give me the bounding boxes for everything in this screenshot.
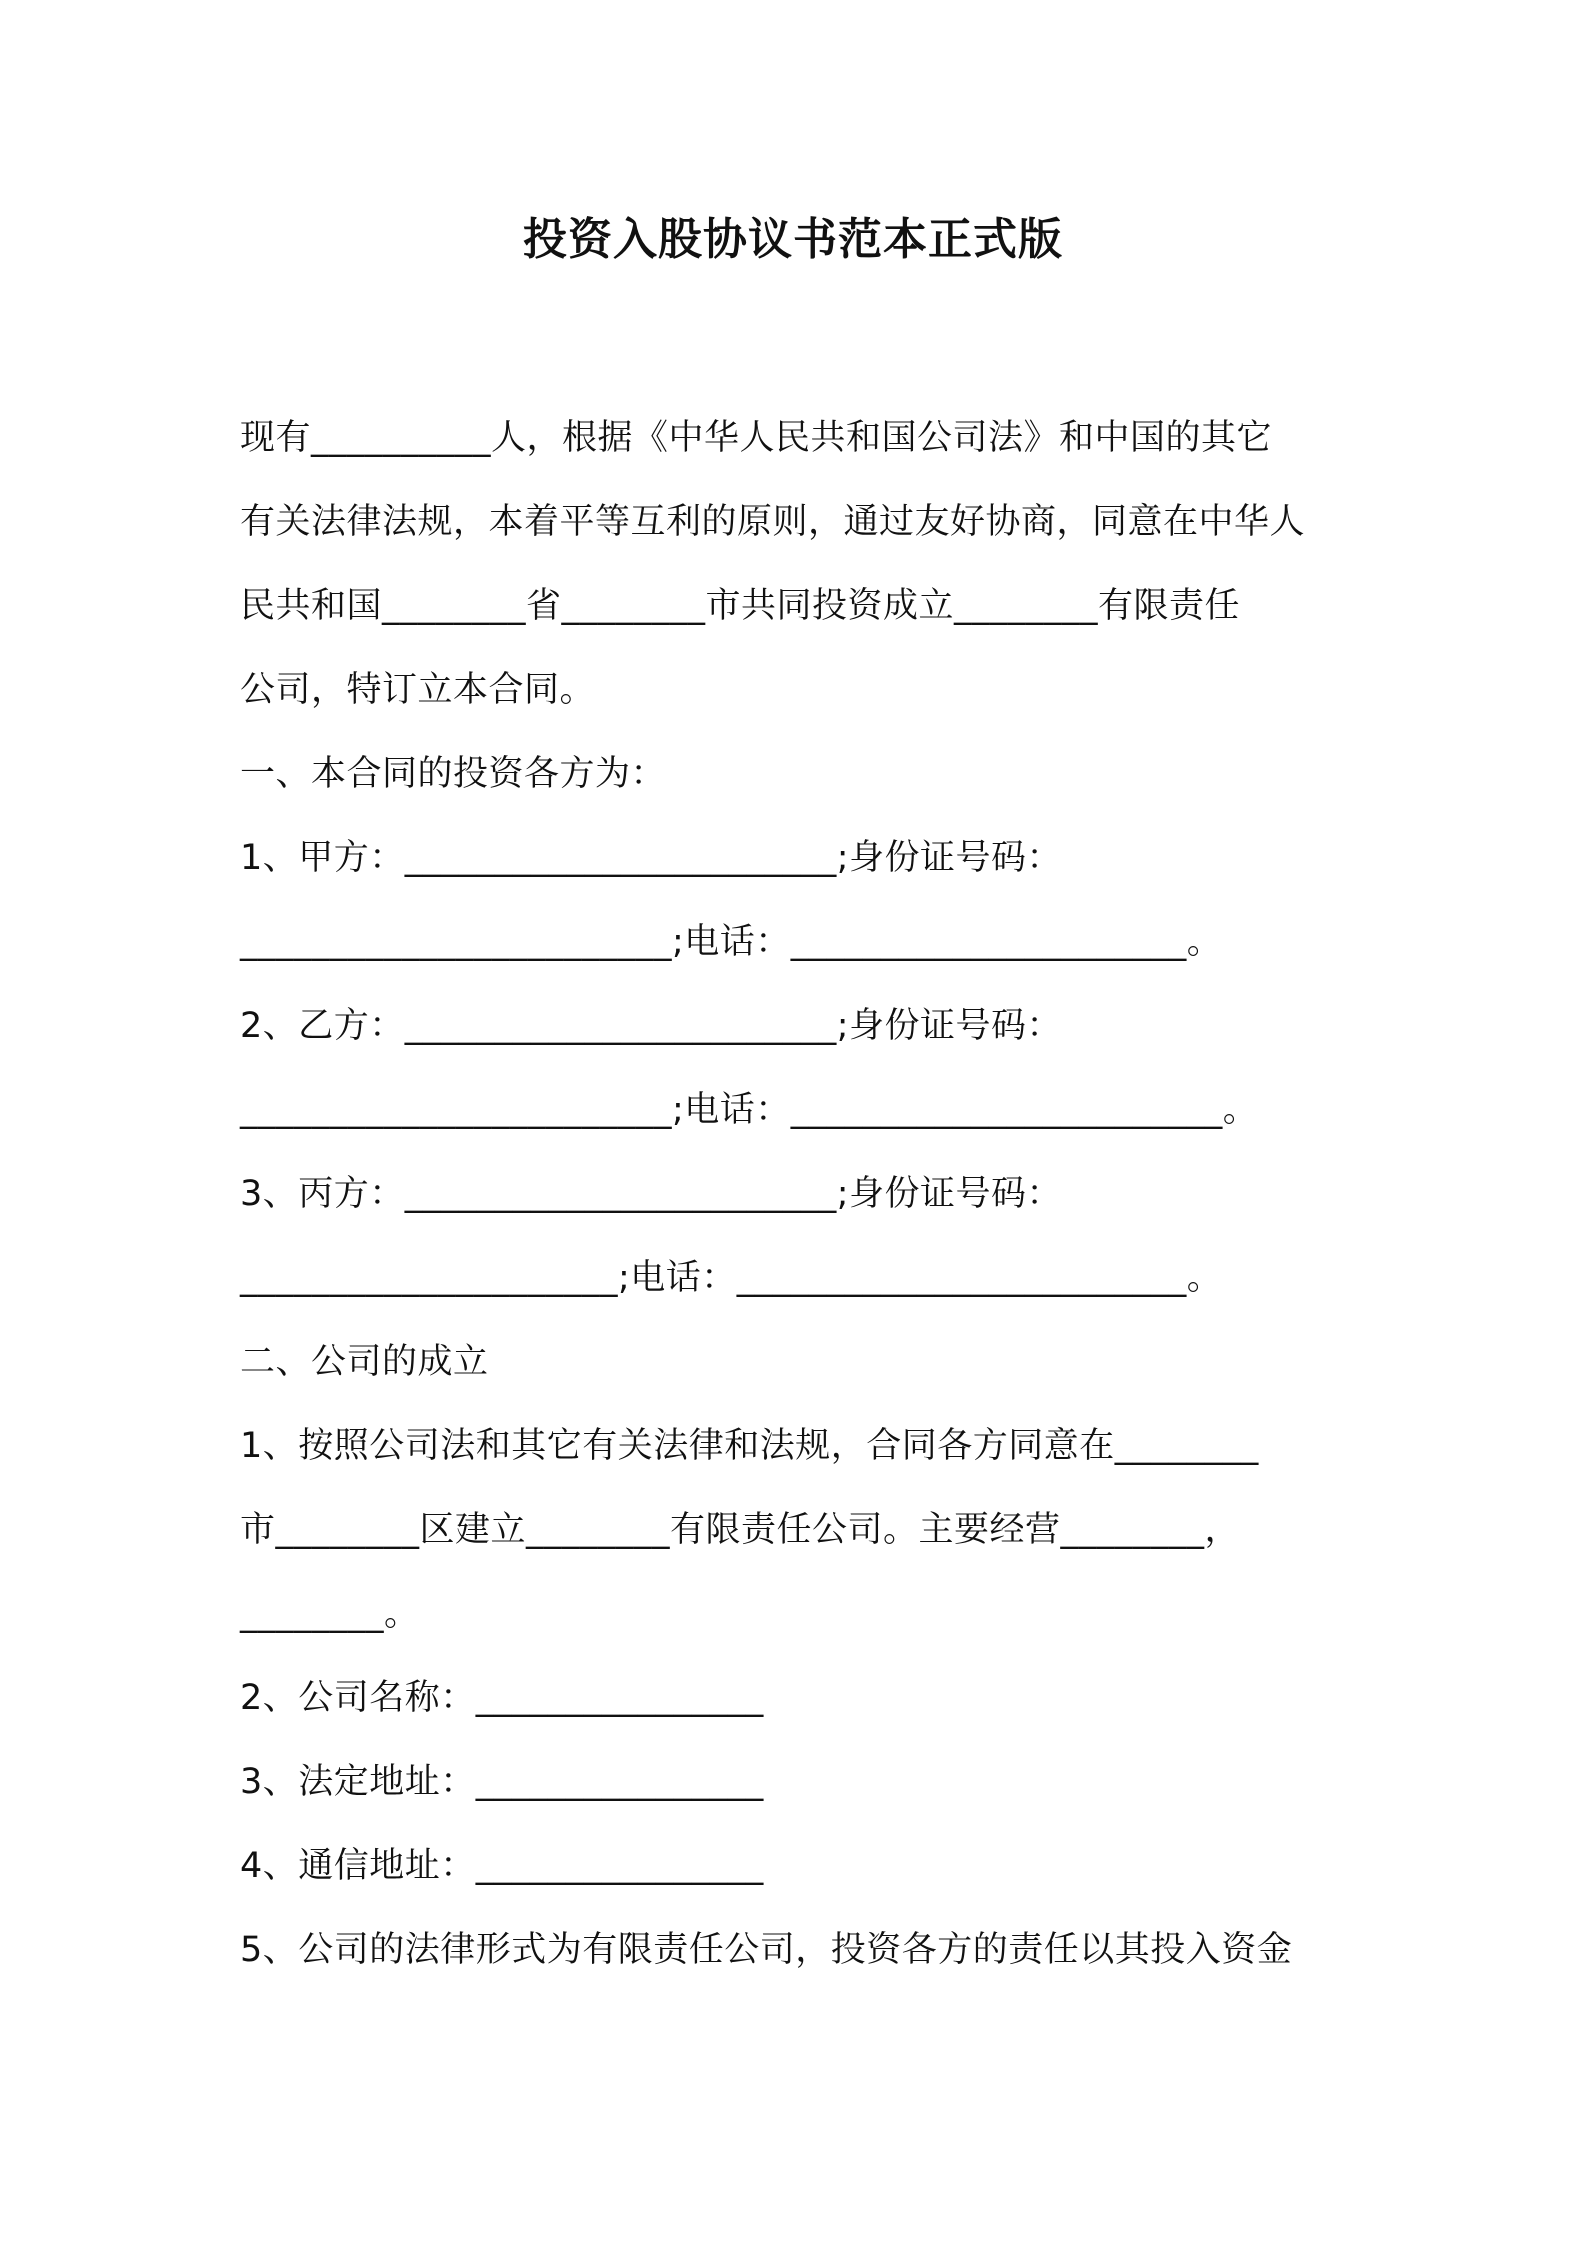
company-name-line: 2、公司名称：________________ <box>240 1678 764 1718</box>
party-c-phone-line: _____________________;电话：_________________________。 <box>240 1258 1223 1298</box>
party-b-phone-line: ________________________;电话：________________________。 <box>240 1090 1259 1130</box>
paragraph-line: 有关法律法规，本着平等互利的原则，通过友好协商，同意在中华人 <box>240 502 1306 542</box>
paragraph-line: 民共和国________省________市共同投资成立________有限责任 <box>240 586 1241 626</box>
paragraph-line: 现有__________人，根据《中华人民共和国公司法》和中国的其它 <box>240 418 1273 458</box>
legal-address-line: 3、法定地址：________________ <box>240 1762 764 1802</box>
paragraph-line: 市________区建立________有限责任公司。主要经营________， <box>240 1510 1241 1550</box>
paragraph-line: ________。 <box>240 1594 420 1634</box>
party-b-line: 2、乙方：________________________;身份证号码： <box>240 1006 1063 1046</box>
paragraph-line: 1、按照公司法和其它有关法律和法规，合同各方同意在________ <box>240 1426 1259 1466</box>
party-a-phone-line: ________________________;电话：______________________。 <box>240 922 1223 962</box>
paragraph-line: 公司，特订立本合同。 <box>240 670 596 710</box>
party-a-line: 1、甲方：________________________;身份证号码： <box>240 838 1063 878</box>
page-title: 投资入股协议书范本正式版 <box>523 214 1063 265</box>
section-heading: 二、公司的成立 <box>240 1342 489 1382</box>
mailing-address-line: 4、通信地址：________________ <box>240 1846 764 1886</box>
party-c-line: 3、丙方：________________________;身份证号码： <box>240 1174 1063 1214</box>
section-heading: 一、本合同的投资各方为： <box>240 754 667 794</box>
paragraph-line: 5、公司的法律形式为有限责任公司，投资各方的责任以其投入资金 <box>240 1930 1293 1970</box>
